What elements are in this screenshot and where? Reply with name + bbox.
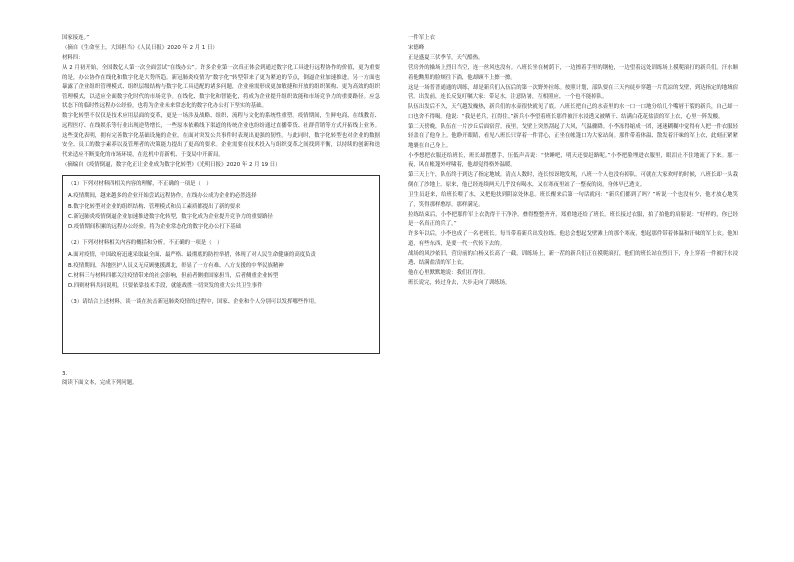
option-a: A.面对疫情，中国政府迅速采取最全面、最严格、最彻底的防控举措，体现了对人民生命健康的高度负责 xyxy=(68,252,316,259)
material-heading: 材料四： xyxy=(62,54,84,61)
option-a: A.疫情期间，越来越多的企业开始尝试远程协作，在线办公成为企业的必然选择 xyxy=(68,193,257,200)
story-title: 一件军上衣 xyxy=(408,35,435,41)
question-box xyxy=(62,175,380,353)
source-line: （摘自《生命至上，大国担当》《人民日报》2020 年 2 月 1 日） xyxy=(62,44,218,51)
option-d: D.疫情期间积累的远程办公经验，将为企业常态化的数字化办公打下基础 xyxy=(68,224,241,231)
question-2: （2）下列对材料相关内容的概括和分析，不正确的一项是（ ） xyxy=(68,240,223,247)
story-paragraph: 拉练结束后，小李把那件军上衣洗得干干净净，叠得整整齐齐，郑重地还给了班长。班长接过衣服，拍了拍他的肩膀说：“好样的，你已经是一名真正的兵了。” xyxy=(408,211,738,228)
intro-line: 国家接连。” xyxy=(62,35,90,41)
story-paragraph: 这是一场普普通通的训练，却是新兵们入伍后的第一次野外拉练。按照计划，部队要在三天内徒步穿越一片荒凉的戈壁，到达指定的地域宿营。出发前，连长反复叮嘱大家：带足水，注意防暑，互相照应，一个也不能掉队。 xyxy=(408,84,738,101)
question-1: （1）下列对材料四相关内容的理解，不正确的一项是（ ） xyxy=(68,181,212,188)
story-paragraph: 许多年以后，小李也成了一名老班长。每当带着新兵出发拉练，他总会想起戈壁滩上的那个寒夜，想起那件带着体温和汗味的军上衣。他知道，有些东西，是要一代一代传下去的。 xyxy=(408,231,738,247)
story-paragraph: 他在心里默默地说：我们扛得住。 xyxy=(408,270,489,277)
story-paragraph: 第二天傍晚，队伍在一片沙丘后面宿营。夜里，戈壁上突然刮起了大风，气温骤降。小李冻得缩成一团，迷迷糊糊中觉得有人把一件衣服轻轻盖在了他身上。他睁开眼睛，看见八班长只穿着一件背心，正坐在帐篷口为大家站岗。那件带着体温、散发着汗味的军上衣，此刻正紧紧地裹在自己身上。 xyxy=(408,123,738,149)
option-b: B.疫情期间，各地医护人员义无反顾驰援湖北，彰显了一方有难、八方支援的中华民族精神 xyxy=(68,262,284,269)
story-paragraph: 营房外的操场上烈日当空，连一丝风也没有。八班长坐在树荫下，一边擦着手里的钢枪，一边望着远处训练场上摸爬滚打的新兵们。汗水顺着他黝黑的脸颊往下淌，他却顾不上擦一擦。 xyxy=(408,64,738,81)
story-paragraph: 战场的风沙依旧，营房前的白杨又长高了一截。训练场上，新一茬的新兵们正在摸爬滚打，他们的班长站在烈日下，身上穿着一件被汗水浸透、结满盐渍的军上衣。 xyxy=(408,250,738,267)
question-3: （3）请结合上述材料，谈一谈在抗击新冠肺炎疫情的过程中，国家、企业和个人分别可以发挥哪些作用。 xyxy=(68,299,320,306)
story-paragraph: 卫生员赶来，给班长喂了水，又把他扶到阴凉处休息。班长醒来后第一句话就问：“新兵们都到了吗？”听说一个也没有少，他才放心地笑了，笑得那样憨厚，那样满足。 xyxy=(408,192,738,208)
option-c: C.材料三与材料四都关注疫情带来的社会影响，但前者侧重国家担当，后者侧重企业转型 xyxy=(68,272,279,279)
story-paragraph: 队伍出发后不久，天气越发燥热，新兵们的水壶很快就见了底。八班长把自己的水壶里的水一口一口地分给几个嘴唇干裂的新兵，自己却一口也舍不得喝。他说：“我是老兵，扛得住。”新兵小李望着班长那件被汗水浸透又被晒干、结满白花花盐渍的军上衣，心里一阵发酸。 xyxy=(408,104,738,120)
material-source: （摘编自《疫情倒逼，数字化正让企业成为数字化转型》《光明日报》2020 年 2 月 19 日） xyxy=(62,161,281,168)
material-paragraph: 数字化转型不仅仅是技术应用层面的变革，更是一场涉及战略、组织、流程与文化的系统性重塑。疫情期间，生鲜电商、在线教育、远程医疗、在线娱乐等行业出现逆势增长，一些原本依赖线下渠道的传统企业也纷纷通过直播带货、社群营销等方式开拓线上业务。这些变化表明，拥有完善数字化基础设施的企业，在面对突发公共事件时表现出更强的韧性。与此同时，数字化转型也对企业的数据安全、员工的数字素养以及管理者的决策能力提出了更高的要求。企业需要在技术投入与组织变革之间找到平衡，以持续的创新和迭代来适应不断变化的市场环境，在危机中育新机、于变局中开新局。 xyxy=(62,113,380,158)
answer-space xyxy=(68,308,374,348)
story-paragraph: 正是盛夏三伏季节，天气酷热。 xyxy=(408,54,484,61)
story-paragraph: 班长说完，转过身去，大步走向了训练场。 xyxy=(408,280,511,287)
instruction-line: 阅读下面文本，完成下列问题。 xyxy=(62,380,138,387)
option-c: C.新冠肺炎疫情倒逼企业加速推进数字化转型，数字化成为企业提升竞争力的重要路径 xyxy=(68,213,273,220)
right-column xyxy=(408,34,738,289)
option-d: D.四则材料共同说明，只要依靠技术手段，就能战胜一切突发的重大公共卫生事件 xyxy=(68,283,263,290)
story-author: 宋德峰 xyxy=(408,44,425,51)
story-paragraph: 小李想把衣服还给班长，班长却摆摆手，压低声音说：“快睡吧，明天还要赶路呢。”小李把脸埋进衣服里，眼泪止不住地流了下来。那一夜，风在帐篷外呼啸着，他却觉得格外温暖。 xyxy=(408,152,738,169)
left-column xyxy=(62,34,380,389)
story-paragraph: 第三天上午，队伍终于到达了指定地域。清点人数时，连长惊讶地发现，八班一个人也没有掉队。可就在大家欢呼的时候，八班长却一头栽倒在了沙地上。原来，他已经连续两天几乎没有喝水，又在寒夜里站了一整夜的岗，身体早已透支。 xyxy=(408,172,738,189)
question-number: 3. xyxy=(62,370,68,377)
material-paragraph: 从 2 月初开始，全国数亿人第一次全面尝试“在线办公”。许多企业第一次真正体会到通过数字化工具进行远程协作的价值，更为重要的是，办公协作在线化和数字化是大势所趋。新冠肺炎疫情为“数字化”转型带来了更为紧迫的节点，倒逼企业加速推进。另一方面也暴露了企业组织管理模式、组织层级结构与数字化工具适配的诸多问题，企业亟需形成更加敏捷和开放的组织架构、更为高效的组织管理模式，以适应全面数字化时代的市场竞争。在线化、数字化和智能化，将成为企业提升组织效能和市场竞争力的重要路径。应急状态下的临时性远程办公经验，也将为企业未来常态化的数字化办公打下坚实的基础。 xyxy=(62,64,380,110)
option-b: B.数字化转型对企业的组织结构、管理模式和员工素质都提出了新的要求 xyxy=(68,203,241,210)
